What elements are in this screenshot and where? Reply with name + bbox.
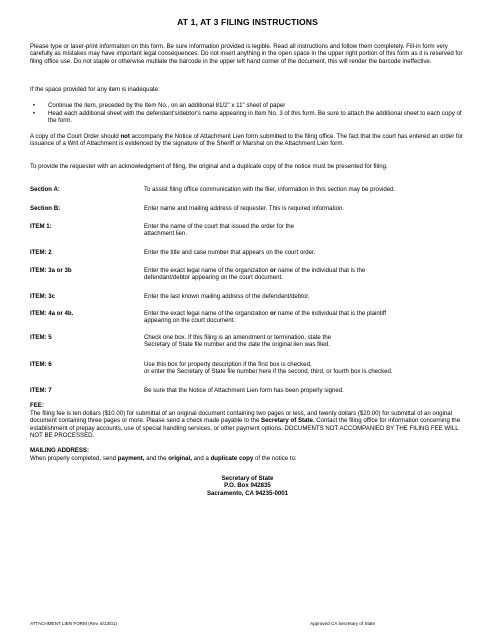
address-line: Sacramento, CA 94235-0001 — [206, 489, 289, 497]
item-label: ITEM: 3a or 3b — [30, 267, 72, 274]
address-line: Secretary of State — [221, 475, 274, 482]
bullet-text: Continue the item, preceded by the Item No., on an additional 81/2" x 11" sheet of paper — [48, 102, 286, 109]
item-description: Enter the exact legal name of the organization or name of the individual that is the defendant/debtor appearing on the court document. — [144, 267, 366, 282]
page-title: AT 1, AT 3 FILING INSTRUCTIONS — [177, 17, 318, 27]
bullet-text: Head each additional sheet with the defendant's/debtor's name appearing in Item No. 3 of this form. Be sure to attach the additional sheet to each copy of the form. — [48, 110, 462, 125]
item-description: Use this box for property description if the first box is checked, or enter the Secretary of State file number here if the second, third, or fourth box is checked. — [144, 361, 393, 376]
footer-approval: Approved CA Secretary of State — [310, 621, 376, 626]
mailing-heading: MAILING ADDRESS: — [30, 447, 90, 454]
item-label: Section B: — [30, 205, 61, 212]
intro-paragraph: Please type or laser-print information on this form. Be sure information provided is legible. Read all instructions and follow them completely. Fill-in form very carefully as mistakes may have important legal consequences. Do not insert anything in the open space in the upper right portion of this form as it is reserved for filing office use. Do not staple or otherwise mutilate the barcode in the upper left hand corner of the document, this will render the barcode ineffective. — [30, 43, 463, 65]
fee-heading: FEE: — [30, 402, 44, 409]
item-description: To assist filing office communication with the filer, information in this section may be provided. — [144, 186, 396, 193]
item-label: ITEM: 7 — [30, 387, 52, 394]
item-label: ITEM 1: — [30, 223, 52, 230]
address-line: P.O. Box 942835 — [224, 482, 271, 490]
mailing-paragraph: When properly completed, send payment, and the original, and a duplicate copy of the notice to: — [30, 455, 297, 462]
mailing-address — [0, 475, 495, 497]
fee-paragraph: The filing fee is ten dollars ($10.00) for submittal of an original document containing two pages or less, and twenty dollars ($20.00) for submittal of an original document containing three pages or more. Please send a check made payable to the Secretary of State. Contact the filing office for information concerning the establishment of prepay accounts, use of special handling services, or other payment options. DOCUMENTS NOT ACCOMPANIED BY THE FILING FEE WILL NOT BE PROCESSED. — [30, 410, 461, 439]
item-label: ITEM: 4a or 4b. — [30, 310, 74, 317]
item-description: Enter the title and case number that appears on the court order. — [144, 249, 316, 256]
item-description: Be sure that the Notice of Attachment Lien form has been properly signed. — [144, 387, 344, 394]
bullet-dot-icon: • — [33, 110, 36, 117]
item-label: ITEM: 6 — [30, 361, 52, 368]
item-label: ITEM: 5 — [30, 334, 52, 341]
inadequate-space-text: If the space provided for any item is inadequate: — [30, 86, 160, 93]
item-label: ITEM: 2 — [30, 249, 52, 256]
item-description: Enter name and mailing address of requester. This is required information. — [144, 205, 345, 212]
item-description: Enter the last known mailing address of the defendant/debtor. — [144, 293, 310, 300]
acknowledgment-paragraph: To provide the requester with an acknowledgment of filing, the original and a duplicate copy of the notice must be presented for filing. — [30, 163, 388, 170]
court-order-paragraph: A copy of the Court Order should not accompany the Notice of Attachment Lien form submitted to the filing office. The fact that the court has entered an order for issuance of a Writ of Attachment is evidenced by the signature of the Sheriff or Marshal on the Attachment Lien form. — [30, 133, 464, 148]
footer-form-revision: ATTACHMENT LIEN FORM (Rev. 6/13/01) — [30, 621, 117, 626]
item-description: Enter the exact legal name of the organization or name of the individual that is the plaintiff appearing on the court document. — [144, 310, 387, 325]
bullet-dot-icon: • — [33, 102, 36, 109]
item-label: ITEM: 3c — [30, 293, 56, 300]
item-label: Section A: — [30, 186, 60, 193]
item-description: Enter the name of the court that issued the order for the attachment lien. — [144, 223, 295, 238]
item-description: Check one box. If this filing is an amendment or termination, state the Secretary of State file number and the date the original lien was filed. — [144, 334, 331, 349]
